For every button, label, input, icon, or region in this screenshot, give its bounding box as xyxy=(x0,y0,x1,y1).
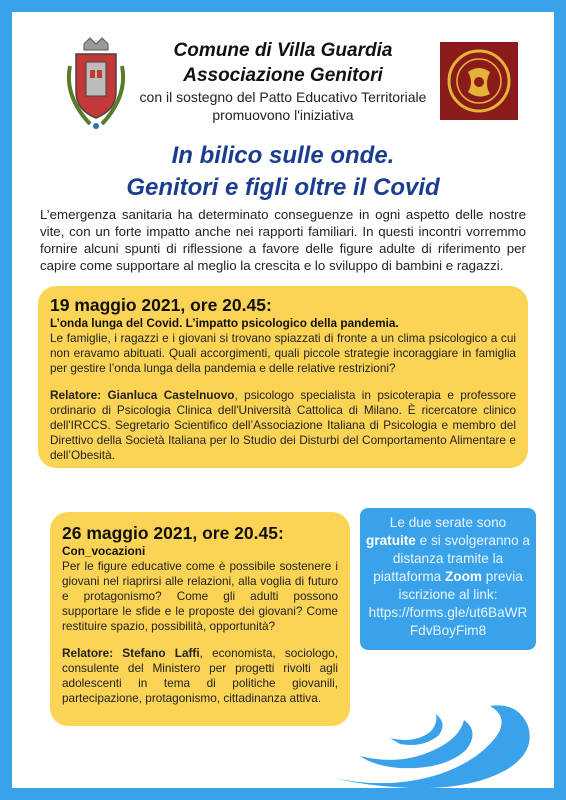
event-1-speaker-bio: , psicologo specialista in psicoterapia e professore ordinario di Psicologia Clinica dell'Università Cattolica di Milano. È ricercatore clinico dell'IRCCS. Segretario Scientifico dell’Associazione Italiana di Psicologia e membro del Direttivo della Società Italiana per lo Studio dei Disturbi del Comportamento Alimentare e dell’Obesità. xyxy=(50,388,517,462)
event-1-subtitle: L’onda lunga del Covid. L’impatto psicologico della pandemia. xyxy=(50,316,399,330)
info-zoom: Zoom xyxy=(444,569,482,584)
intro-text: L’emergenza sanitaria ha determinato conseguenze in ogni aspetto delle nostre vite, con un forte impatto anche nei rapporti familiari. In questi incontri vorremmo fornire alcuni spunti di riflessione a favore delle figure adulte di riferimento per capire come supportare al meglio la crescita e lo sviluppo di bambini e ragazzi. xyxy=(40,207,526,273)
header-line-2: Associazione Genitori xyxy=(183,65,383,86)
event-2-speaker xyxy=(62,646,338,706)
event-2-date: 26 maggio 2021, ore 20.45: xyxy=(62,523,284,543)
registration-link[interactable]: https://forms.gle/ut6BaWRFdvBoyFim8 xyxy=(368,605,528,638)
info-text-2: e si svolgeranno a distanza tramite la piattaforma xyxy=(373,533,530,584)
event-1-date: 19 maggio 2021, ore 20.45: xyxy=(50,295,272,315)
event-2-speaker-label: Relatore: Stefano Laffi xyxy=(62,646,200,660)
header-line-4: promuovono l'iniziativa xyxy=(212,107,354,123)
info-text-3: previa iscrizione al link: xyxy=(398,569,523,602)
info-text-1: Le due serate sono xyxy=(389,515,507,530)
event-2-subtitle: Con_vocazioni xyxy=(62,544,146,558)
wave-icon xyxy=(330,682,550,792)
info-free: gratuite xyxy=(366,533,416,548)
event-2-description: Per le figure educative come è possibile sostenere i giovani nel riaprirsi alle relazioni, alla voglia di futuro e protagonismo? Come gli adulti possono supportare le sfide e le proposte dei giovani? Come restituire spazio, possibilità, opportunità? xyxy=(62,559,338,633)
association-seal-icon xyxy=(440,42,518,120)
registration-info-box xyxy=(360,508,536,650)
event-title xyxy=(12,140,554,204)
event-card-1 xyxy=(38,286,528,468)
header xyxy=(122,38,444,124)
event-1-description: Le famiglie, i ragazzi e i giovani si trovano spiazzati di fronte a un clima psicologico a cui non eravamo abituati. Quali accorgimenti, quali piccole strategie incoraggiare in famiglia per gestire l’onda lunga della pandemia e delle relative restrizioni? xyxy=(50,331,516,375)
header-line-1: Comune di Villa Guardia xyxy=(173,40,393,61)
title-line-2: Genitori e figli oltre il Covid xyxy=(126,174,440,201)
header-line-3: con il sostegno del Patto Educativo Territoriale xyxy=(139,89,427,105)
event-1-speaker-label: Relatore: Gianluca Castelnuovo xyxy=(50,388,235,402)
event-card-2 xyxy=(50,512,350,726)
title-line-1: In bilico sulle onde. xyxy=(171,142,395,169)
event-1-speaker xyxy=(50,388,516,463)
event-2-speaker-bio: , economista, sociologo, consulente del Ministero per progetti rivolti agli adolescenti in tema di politiche giovanili, partecipazione, protagonismo, cittadinanza attiva. xyxy=(62,646,338,705)
poster xyxy=(12,12,554,788)
